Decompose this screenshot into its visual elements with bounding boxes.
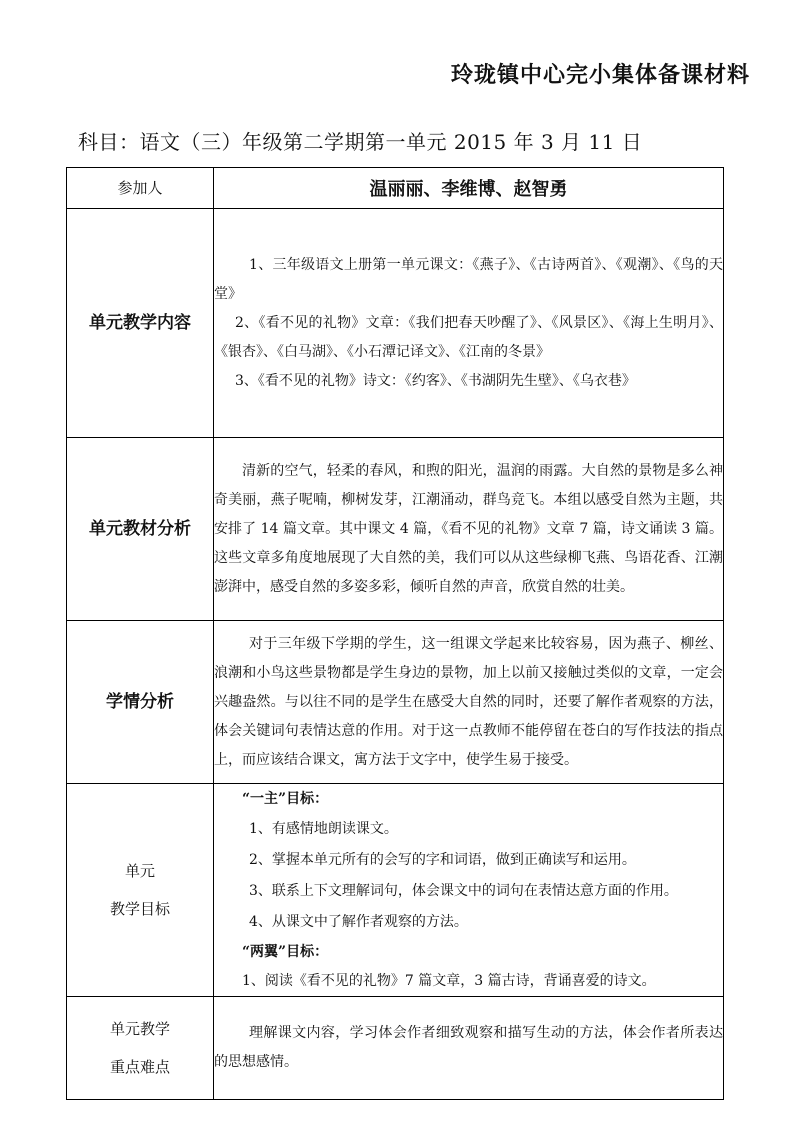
teaching-goals-row <box>67 784 724 997</box>
textbook-analysis-label: 单元教材分析 <box>67 438 214 621</box>
unit-content-line: 2、《看不见的礼物》文章：《我们把春天吵醒了》、《风景区》、《海上生明月》、《银杏》、《白马湖》、《小石潭记译文》、《江南的冬景》 <box>214 314 723 360</box>
unit-content-line: 3、《看不见的礼物》诗文：《约客》、《书湖阴先生壁》、《乌衣巷》 <box>235 372 636 389</box>
key-difficulties-label-line: 单元教学 <box>109 1020 170 1038</box>
textbook-analysis-text: 清新的空气，轻柔的春风，和煦的阳光，温润的雨露。大自然的景物是多么神奇美丽，燕子呢喃，柳树发芽，江潮涌动，群鸟竞飞。本组以感受自然为主题，共安排了 14 篇文章。其中课文 4 篇，《看不见的礼物》文章 7 篇，诗文诵读 3 篇。这些文章多角度地展现了大自然的美，我们可以从这些绿柳飞燕、鸟语花香、江潮澎湃中，感受自然的多姿多彩，倾听自然的声音，欣赏自然的壮美。 <box>214 462 723 595</box>
learner-analysis-label: 学情分析 <box>67 621 214 784</box>
participants-label: 参加人 <box>67 168 214 209</box>
goal-item: 1、阅读《看不见的礼物》7 篇文章，3 篇古诗，背诵喜爱的诗文。 <box>242 972 656 989</box>
unit-content-row <box>67 209 724 438</box>
textbook-analysis-cell <box>214 438 724 621</box>
goal-item: 4、从课文中了解作者观察的方法。 <box>249 913 468 930</box>
textbook-analysis-row <box>67 438 724 621</box>
subject-line: 科目：语文（三）年级第二学期第一单元 2015 年 3 月 11 日 <box>78 130 643 154</box>
participants-row <box>67 168 724 209</box>
unit-content-label: 单元教学内容 <box>67 209 214 438</box>
learner-analysis-text: 对于三年级下学期的学生，这一组课文学起来比较容易，因为燕子、柳丝、浪潮和小鸟这些景物都是学生身边的景物，加上以前又接触过类似的文章，一定会兴趣盎然。与以往不同的是学生在感受大自然的同时，还要了解作者观察的方法，体会关键词句表情达意的作用。对于这一点教师不能停留在苍白的写作技法的指点上，而应该结合课文，寓方法于文字中，使学生易于接受。 <box>214 635 723 768</box>
unit-content-line: 1、三年级语文上册第一单元课文：《燕子》、《古诗两首》、《观潮》、《鸟的天堂》 <box>214 256 723 302</box>
key-difficulties-row <box>67 997 724 1100</box>
teaching-goals-label-line: 单元 <box>124 862 155 880</box>
goal-item: 3、联系上下文理解词句，体会课文中的词句在表情达意方面的作用。 <box>249 882 678 899</box>
unit-content-cell <box>214 209 724 438</box>
key-difficulties-label-line: 重点难点 <box>109 1058 170 1076</box>
teaching-goals-label <box>67 784 214 997</box>
learner-analysis-cell <box>214 621 724 784</box>
teaching-goals-label-line: 教学目标 <box>109 900 170 918</box>
key-difficulties-cell <box>214 997 724 1100</box>
key-difficulties-label <box>67 997 214 1100</box>
lesson-plan-table <box>66 167 724 1100</box>
learner-analysis-row <box>67 621 724 784</box>
wing-goal-title: “两翼”目标： <box>242 943 329 960</box>
document-header: 玲珑镇中心完小集体备课材料 <box>450 63 750 88</box>
teaching-goals-cell <box>214 784 724 997</box>
goal-item: 1、有感情地朗读课文。 <box>249 820 398 837</box>
participants-value: 温丽丽、李维博、赵智勇 <box>214 168 724 209</box>
key-difficulties-text: 理解课文内容，学习体会作者细致观察和描写生动的方法，体会作者所表达的思想感情。 <box>214 1025 723 1070</box>
goal-item: 2、掌握本单元所有的会写的字和词语，做到正确读写和运用。 <box>249 851 636 868</box>
main-goal-title: “一主”目标： <box>242 790 329 807</box>
